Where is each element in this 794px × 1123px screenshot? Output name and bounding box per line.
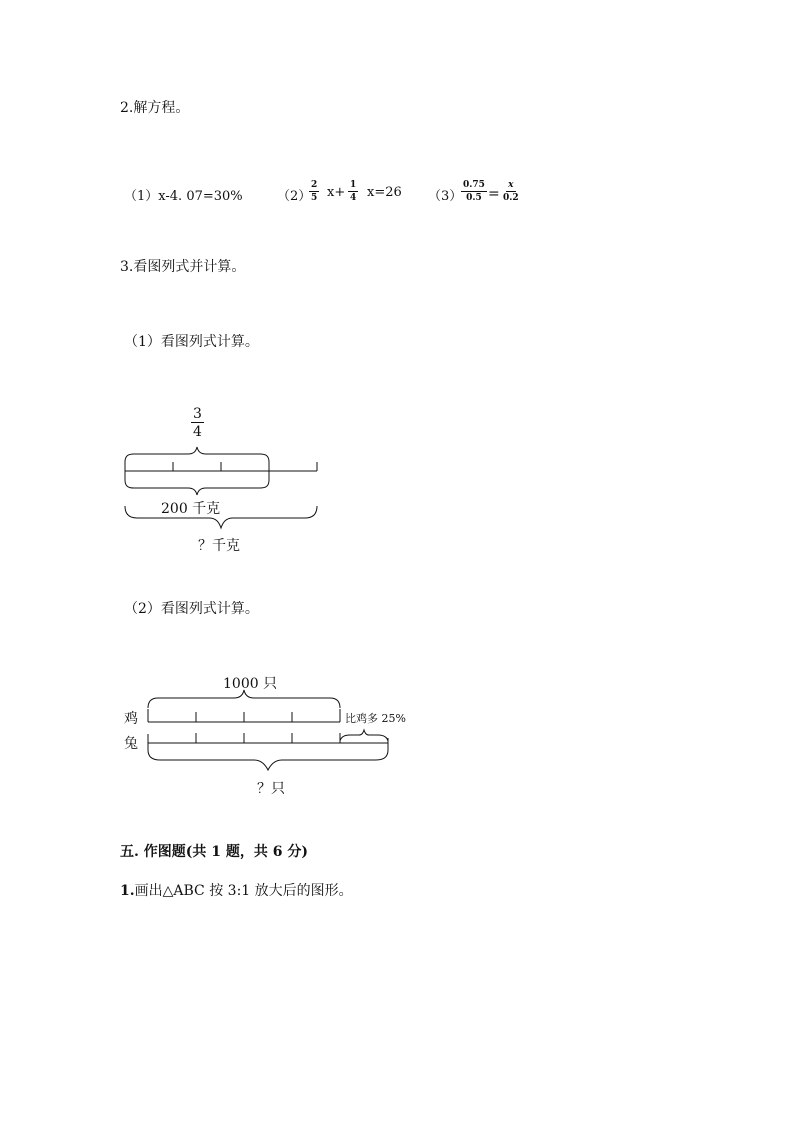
fraction-numerator: 0.75 xyxy=(463,180,485,190)
fraction-denominator: 0.5 xyxy=(466,193,482,203)
part2-extra-label: 比鸡多 25% xyxy=(345,712,406,725)
part2-unknown-label: ？只 xyxy=(257,781,285,797)
fraction-denominator: 5 xyxy=(311,193,318,203)
fraction-denominator: 0.2 xyxy=(503,193,519,203)
fraction-numerator: x xyxy=(508,180,514,190)
equation-2-tail: x=26 xyxy=(367,185,402,200)
part1-known-brace xyxy=(125,480,197,495)
equation-2-mid: x+ xyxy=(327,185,346,200)
fraction-numerator: 2 xyxy=(311,180,318,190)
part2-title: （2）看图列式计算。 xyxy=(124,601,259,617)
part2-row1-label: 鸡 xyxy=(124,711,138,727)
equation-3-equals: = xyxy=(488,186,500,202)
fraction-denominator: 4 xyxy=(193,424,202,440)
q5-1-number: 1. xyxy=(120,883,135,899)
part2-extra-brace xyxy=(340,730,388,741)
q3-title: 3.看图列式并计算。 xyxy=(120,259,246,275)
equation-1-label: （1） xyxy=(124,189,159,204)
part1-known-label: 200 千克 xyxy=(161,501,221,517)
part2-row2-label: 兔 xyxy=(124,736,138,752)
part2-total-label: 1000 只 xyxy=(223,676,278,692)
part2-total-brace xyxy=(148,750,388,770)
section5-title: 五. 作图题(共 1 题，共 6 分) xyxy=(120,844,308,860)
part1-total-brace xyxy=(125,506,317,528)
equation-2-label: （2） xyxy=(277,189,312,204)
q5-1 xyxy=(120,880,353,900)
part1-title: （1）看图列式计算。 xyxy=(124,334,259,350)
part1-unknown-label: ？千克 xyxy=(198,538,240,554)
q2-title: 2.解方程。 xyxy=(120,100,190,116)
fraction-numerator: 3 xyxy=(193,406,202,422)
equation-1-expr: x-4. 07=30% xyxy=(158,189,243,204)
fraction-numerator: 1 xyxy=(350,180,357,190)
equation-3-label: （3） xyxy=(428,189,463,204)
q5-1-text: 画出△ABC 按 3:1 放大后的图形。 xyxy=(134,883,353,899)
part1-top-brace xyxy=(125,447,269,462)
fraction-denominator: 4 xyxy=(350,193,357,203)
